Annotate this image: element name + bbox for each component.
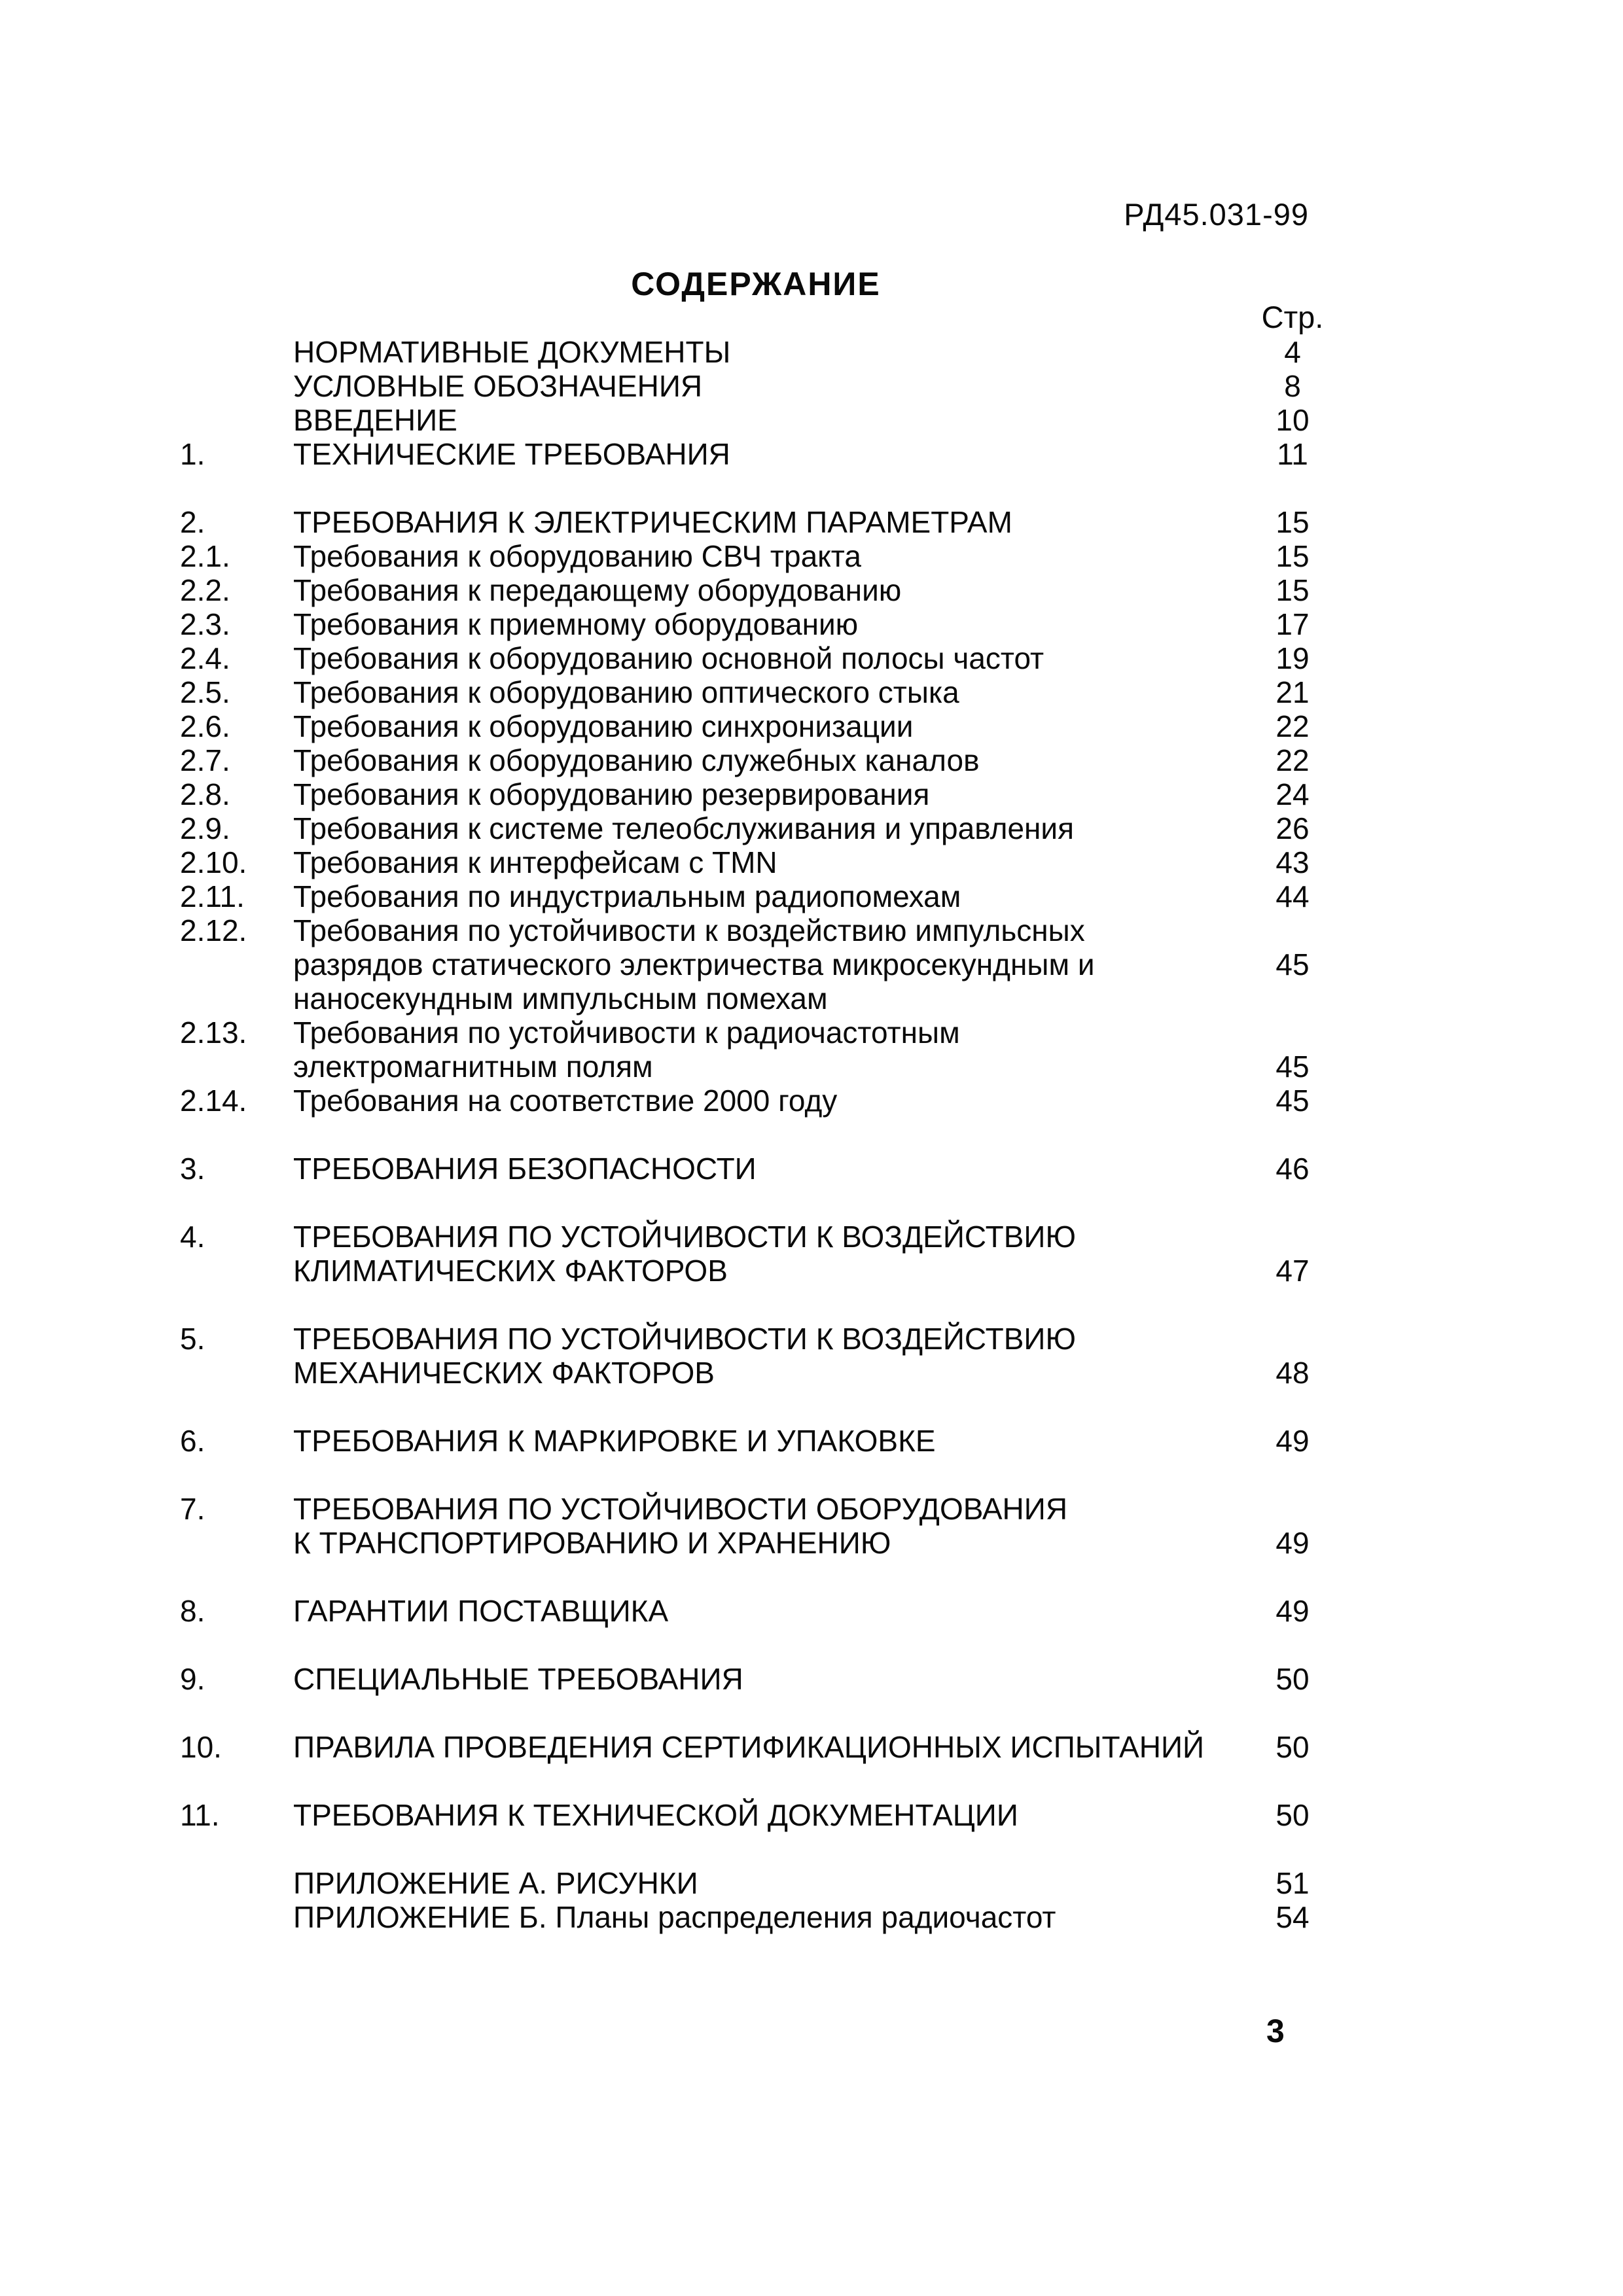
toc-entry-title-line: ТРЕБОВАНИЯ ПО УСТОЙЧИВОСТИ К ВОЗДЕЙСТВИЮ (293, 1322, 1076, 1356)
toc-entry-title (293, 675, 1222, 709)
toc-entry (0, 845, 1623, 879)
toc-entry-title-line: ПРИЛОЖЕНИЕ А. РИСУНКИ (293, 1866, 698, 1900)
toc-entry-page: 22 (1275, 743, 1310, 777)
toc-entry-title (293, 879, 1222, 913)
toc-entry-title-line: ТРЕБОВАНИЯ ПО УСТОЙЧИВОСТИ ОБОРУДОВАНИЯ (293, 1492, 1068, 1526)
toc-entry (0, 403, 1623, 437)
toc-entry-page: 50 (1275, 1730, 1310, 1764)
toc-entry-title (293, 1798, 1222, 1832)
toc-entry (0, 641, 1623, 675)
toc-entry-page: 21 (1275, 675, 1310, 709)
table-of-contents (0, 335, 1623, 1934)
toc-entry-page: 45 (1275, 947, 1310, 981)
toc-entry-number: 2.12. (180, 913, 247, 947)
toc-entry-number: 9. (180, 1662, 205, 1696)
toc-entry (0, 1492, 1623, 1560)
toc-entry-page: 50 (1275, 1662, 1310, 1696)
toc-entry-title (293, 335, 1222, 369)
toc-entry (0, 1016, 1623, 1084)
toc-entry (0, 1900, 1623, 1934)
toc-entry (0, 1424, 1623, 1458)
toc-entry-page: 45 (1275, 1050, 1310, 1084)
toc-entry (0, 1084, 1623, 1118)
toc-entry-title (293, 845, 1222, 879)
toc-entry-page: 15 (1275, 539, 1310, 573)
toc-entry (0, 1220, 1623, 1288)
toc-entry-title-line: Требования по индустриальным радиопомехам (293, 879, 961, 913)
toc-entry-number: 6. (180, 1424, 205, 1458)
toc-entry-title-line: МЕХАНИЧЕСКИХ ФАКТОРОВ (293, 1356, 715, 1390)
toc-entry-page: 54 (1275, 1900, 1310, 1934)
toc-entry-title-line: СПЕЦИАЛЬНЫЕ ТРЕБОВАНИЯ (293, 1662, 743, 1696)
toc-entry-number: 2.8. (180, 777, 230, 811)
toc-entry-title-line: Требования к системе телеобслуживания и управления (293, 811, 1075, 845)
toc-entry-title-line: разрядов статического электричества микросекундным и (293, 947, 1095, 981)
toc-entry (0, 1322, 1623, 1390)
toc-entry-title (293, 403, 1222, 437)
toc-entry-title-line: Требования к интерфейсам с TMN (293, 845, 777, 879)
toc-entry-title-line: Требования к оборудованию СВЧ тракта (293, 539, 861, 573)
toc-entry-number: 10. (180, 1730, 222, 1764)
toc-entry-page: 11 (1277, 437, 1308, 471)
toc-entry-page: 8 (1284, 369, 1301, 403)
toc-entry-title-line: ПРАВИЛА ПРОВЕДЕНИЯ СЕРТИФИКАЦИОННЫХ ИСПЫТАНИЙ (293, 1730, 1205, 1764)
toc-entry-number: 2.14. (180, 1084, 247, 1118)
toc-entry-page: 49 (1275, 1526, 1310, 1560)
toc-entry-title-line: К ТРАНСПОРТИРОВАНИЮ И ХРАНЕНИЮ (293, 1526, 891, 1560)
toc-entry-title-line: ТРЕБОВАНИЯ К ЭЛЕКТРИЧЕСКИМ ПАРАМЕТРАМ (293, 505, 1012, 539)
toc-entry-title-line: ГАРАНТИИ ПОСТАВЩИКА (293, 1594, 669, 1628)
toc-entry (0, 1730, 1623, 1764)
toc-entry-title (293, 1730, 1222, 1764)
toc-entry-page: 46 (1275, 1152, 1310, 1186)
toc-entry-number: 8. (180, 1594, 205, 1628)
toc-entry-number: 2.6. (180, 709, 230, 743)
toc-title: СОДЕРЖАНИЕ (631, 266, 881, 302)
toc-entry (0, 777, 1623, 811)
toc-entry-title-line: УСЛОВНЫЕ ОБОЗНАЧЕНИЯ (293, 369, 703, 403)
toc-entry-title (293, 1424, 1222, 1458)
toc-entry-page: 49 (1275, 1424, 1310, 1458)
toc-entry-number: 2.13. (180, 1016, 247, 1050)
toc-entry-page: 4 (1284, 335, 1301, 369)
toc-entry (0, 607, 1623, 641)
toc-entry-title (293, 1492, 1222, 1560)
toc-entry-title (293, 777, 1222, 811)
toc-entry-title (293, 1220, 1222, 1288)
toc-entry-number: 2.11. (180, 879, 245, 913)
toc-entry-page: 10 (1275, 403, 1310, 437)
toc-entry-title-line: Требования к оборудованию резервирования (293, 777, 930, 811)
toc-entry (0, 709, 1623, 743)
toc-entry-number: 7. (180, 1492, 205, 1526)
toc-entry-number: 2. (180, 505, 205, 539)
toc-entry-number: 2.7. (180, 743, 230, 777)
toc-entry-title (293, 1322, 1222, 1390)
toc-entry (0, 1594, 1623, 1628)
toc-entry (0, 811, 1623, 845)
toc-entry-title-line: НОРМАТИВНЫЕ ДОКУМЕНТЫ (293, 335, 731, 369)
toc-entry-title (293, 1866, 1222, 1900)
toc-entry-title-line: Требования по устойчивости к радиочастотным (293, 1016, 960, 1050)
toc-entry-page: 15 (1275, 505, 1310, 539)
toc-entry-number: 2.3. (180, 607, 230, 641)
toc-entry-title (293, 709, 1222, 743)
toc-entry-title (293, 641, 1222, 675)
toc-entry-title (293, 1016, 1222, 1084)
toc-entry-number: 11. (180, 1798, 220, 1832)
toc-entry-title-line: наносекундным импульсным помехам (293, 981, 828, 1016)
toc-entry (0, 335, 1623, 369)
toc-entry-page: 15 (1275, 573, 1310, 607)
toc-entry-title-line: Требования к передающему оборудованию (293, 573, 902, 607)
toc-entry-title (293, 1152, 1222, 1186)
toc-entry-number: 4. (180, 1220, 205, 1254)
toc-entry-title-line: ТРЕБОВАНИЯ БЕЗОПАСНОСТИ (293, 1152, 757, 1186)
toc-entry (0, 1798, 1623, 1832)
toc-entry-number: 2.9. (180, 811, 230, 845)
toc-entry-title (293, 369, 1222, 403)
toc-entry-title (293, 437, 1222, 471)
toc-entry-page: 19 (1275, 641, 1310, 675)
toc-entry-title (293, 1662, 1222, 1696)
toc-entry (0, 437, 1623, 471)
toc-entry (0, 675, 1623, 709)
page-column-header: Стр. (1261, 300, 1324, 334)
toc-entry (0, 879, 1623, 913)
toc-entry-page: 24 (1275, 777, 1310, 811)
toc-entry (0, 505, 1623, 539)
toc-entry-title-line: Требования к оборудованию оптического стыка (293, 675, 959, 709)
toc-entry-title (293, 811, 1222, 845)
toc-entry-number: 2.4. (180, 641, 230, 675)
toc-entry-title (293, 913, 1222, 1016)
toc-entry (0, 743, 1623, 777)
toc-entry-number: 3. (180, 1152, 205, 1186)
toc-entry-title-line: Требования по устойчивости к воздействию импульсных (293, 913, 1085, 947)
toc-entry-title (293, 1900, 1222, 1934)
toc-entry-page: 48 (1275, 1356, 1310, 1390)
toc-entry (0, 539, 1623, 573)
toc-entry-title-line: Требования к оборудованию служебных каналов (293, 743, 980, 777)
toc-entry-title-line: ВВЕДЕНИЕ (293, 403, 457, 437)
toc-entry-title (293, 1594, 1222, 1628)
toc-entry-number: 2.10. (180, 845, 247, 879)
toc-entry-title (293, 1084, 1222, 1118)
toc-entry-page: 51 (1275, 1866, 1310, 1900)
toc-entry-page: 47 (1275, 1254, 1310, 1288)
toc-entry (0, 1662, 1623, 1696)
toc-entry-title-line: электромагнитным полям (293, 1050, 653, 1084)
toc-entry-title-line: Требования к приемному оборудованию (293, 607, 859, 641)
toc-entry-number: 2.2. (180, 573, 230, 607)
toc-entry-title-line: Требования к оборудованию основной полосы частот (293, 641, 1044, 675)
toc-entry-page: 43 (1275, 845, 1310, 879)
toc-entry-title-line: ТРЕБОВАНИЯ ПО УСТОЙЧИВОСТИ К ВОЗДЕЙСТВИЮ (293, 1220, 1076, 1254)
toc-entry (0, 573, 1623, 607)
toc-entry-title (293, 607, 1222, 641)
toc-entry-page: 44 (1275, 879, 1310, 913)
toc-entry-title (293, 539, 1222, 573)
toc-entry-title-line: ТРЕБОВАНИЯ К МАРКИРОВКЕ И УПАКОВКЕ (293, 1424, 936, 1458)
toc-entry-page: 45 (1275, 1084, 1310, 1118)
toc-entry (0, 913, 1623, 1016)
toc-entry-title-line: ТРЕБОВАНИЯ К ТЕХНИЧЕСКОЙ ДОКУМЕНТАЦИИ (293, 1798, 1018, 1832)
toc-entry-title (293, 573, 1222, 607)
toc-entry-title-line: Требования к оборудованию синхронизации (293, 709, 914, 743)
toc-entry-title (293, 505, 1222, 539)
toc-entry (0, 369, 1623, 403)
toc-entry-number: 5. (180, 1322, 205, 1356)
toc-entry-number: 1. (180, 437, 205, 471)
toc-entry-number: 2.1. (180, 539, 230, 573)
toc-entry-title-line: ПРИЛОЖЕНИЕ Б. Планы распределения радиочастот (293, 1900, 1056, 1934)
toc-entry-page: 49 (1275, 1594, 1310, 1628)
toc-entry-title-line: КЛИМАТИЧЕСКИХ ФАКТОРОВ (293, 1254, 728, 1288)
toc-entry-page: 22 (1275, 709, 1310, 743)
toc-entry-title-line: Требования на соответствие 2000 году (293, 1084, 838, 1118)
toc-entry-number: 2.5. (180, 675, 230, 709)
toc-entry-page: 26 (1275, 811, 1310, 845)
page-number: 3 (1266, 2013, 1285, 2049)
toc-entry (0, 1152, 1623, 1186)
document-code: РД45.031-99 (1124, 197, 1309, 232)
toc-entry-page: 50 (1275, 1798, 1310, 1832)
toc-entry-title (293, 743, 1222, 777)
toc-entry-title-line: ТЕХНИЧЕСКИЕ ТРЕБОВАНИЯ (293, 437, 730, 471)
toc-entry-page: 17 (1275, 607, 1310, 641)
toc-entry (0, 1866, 1623, 1900)
